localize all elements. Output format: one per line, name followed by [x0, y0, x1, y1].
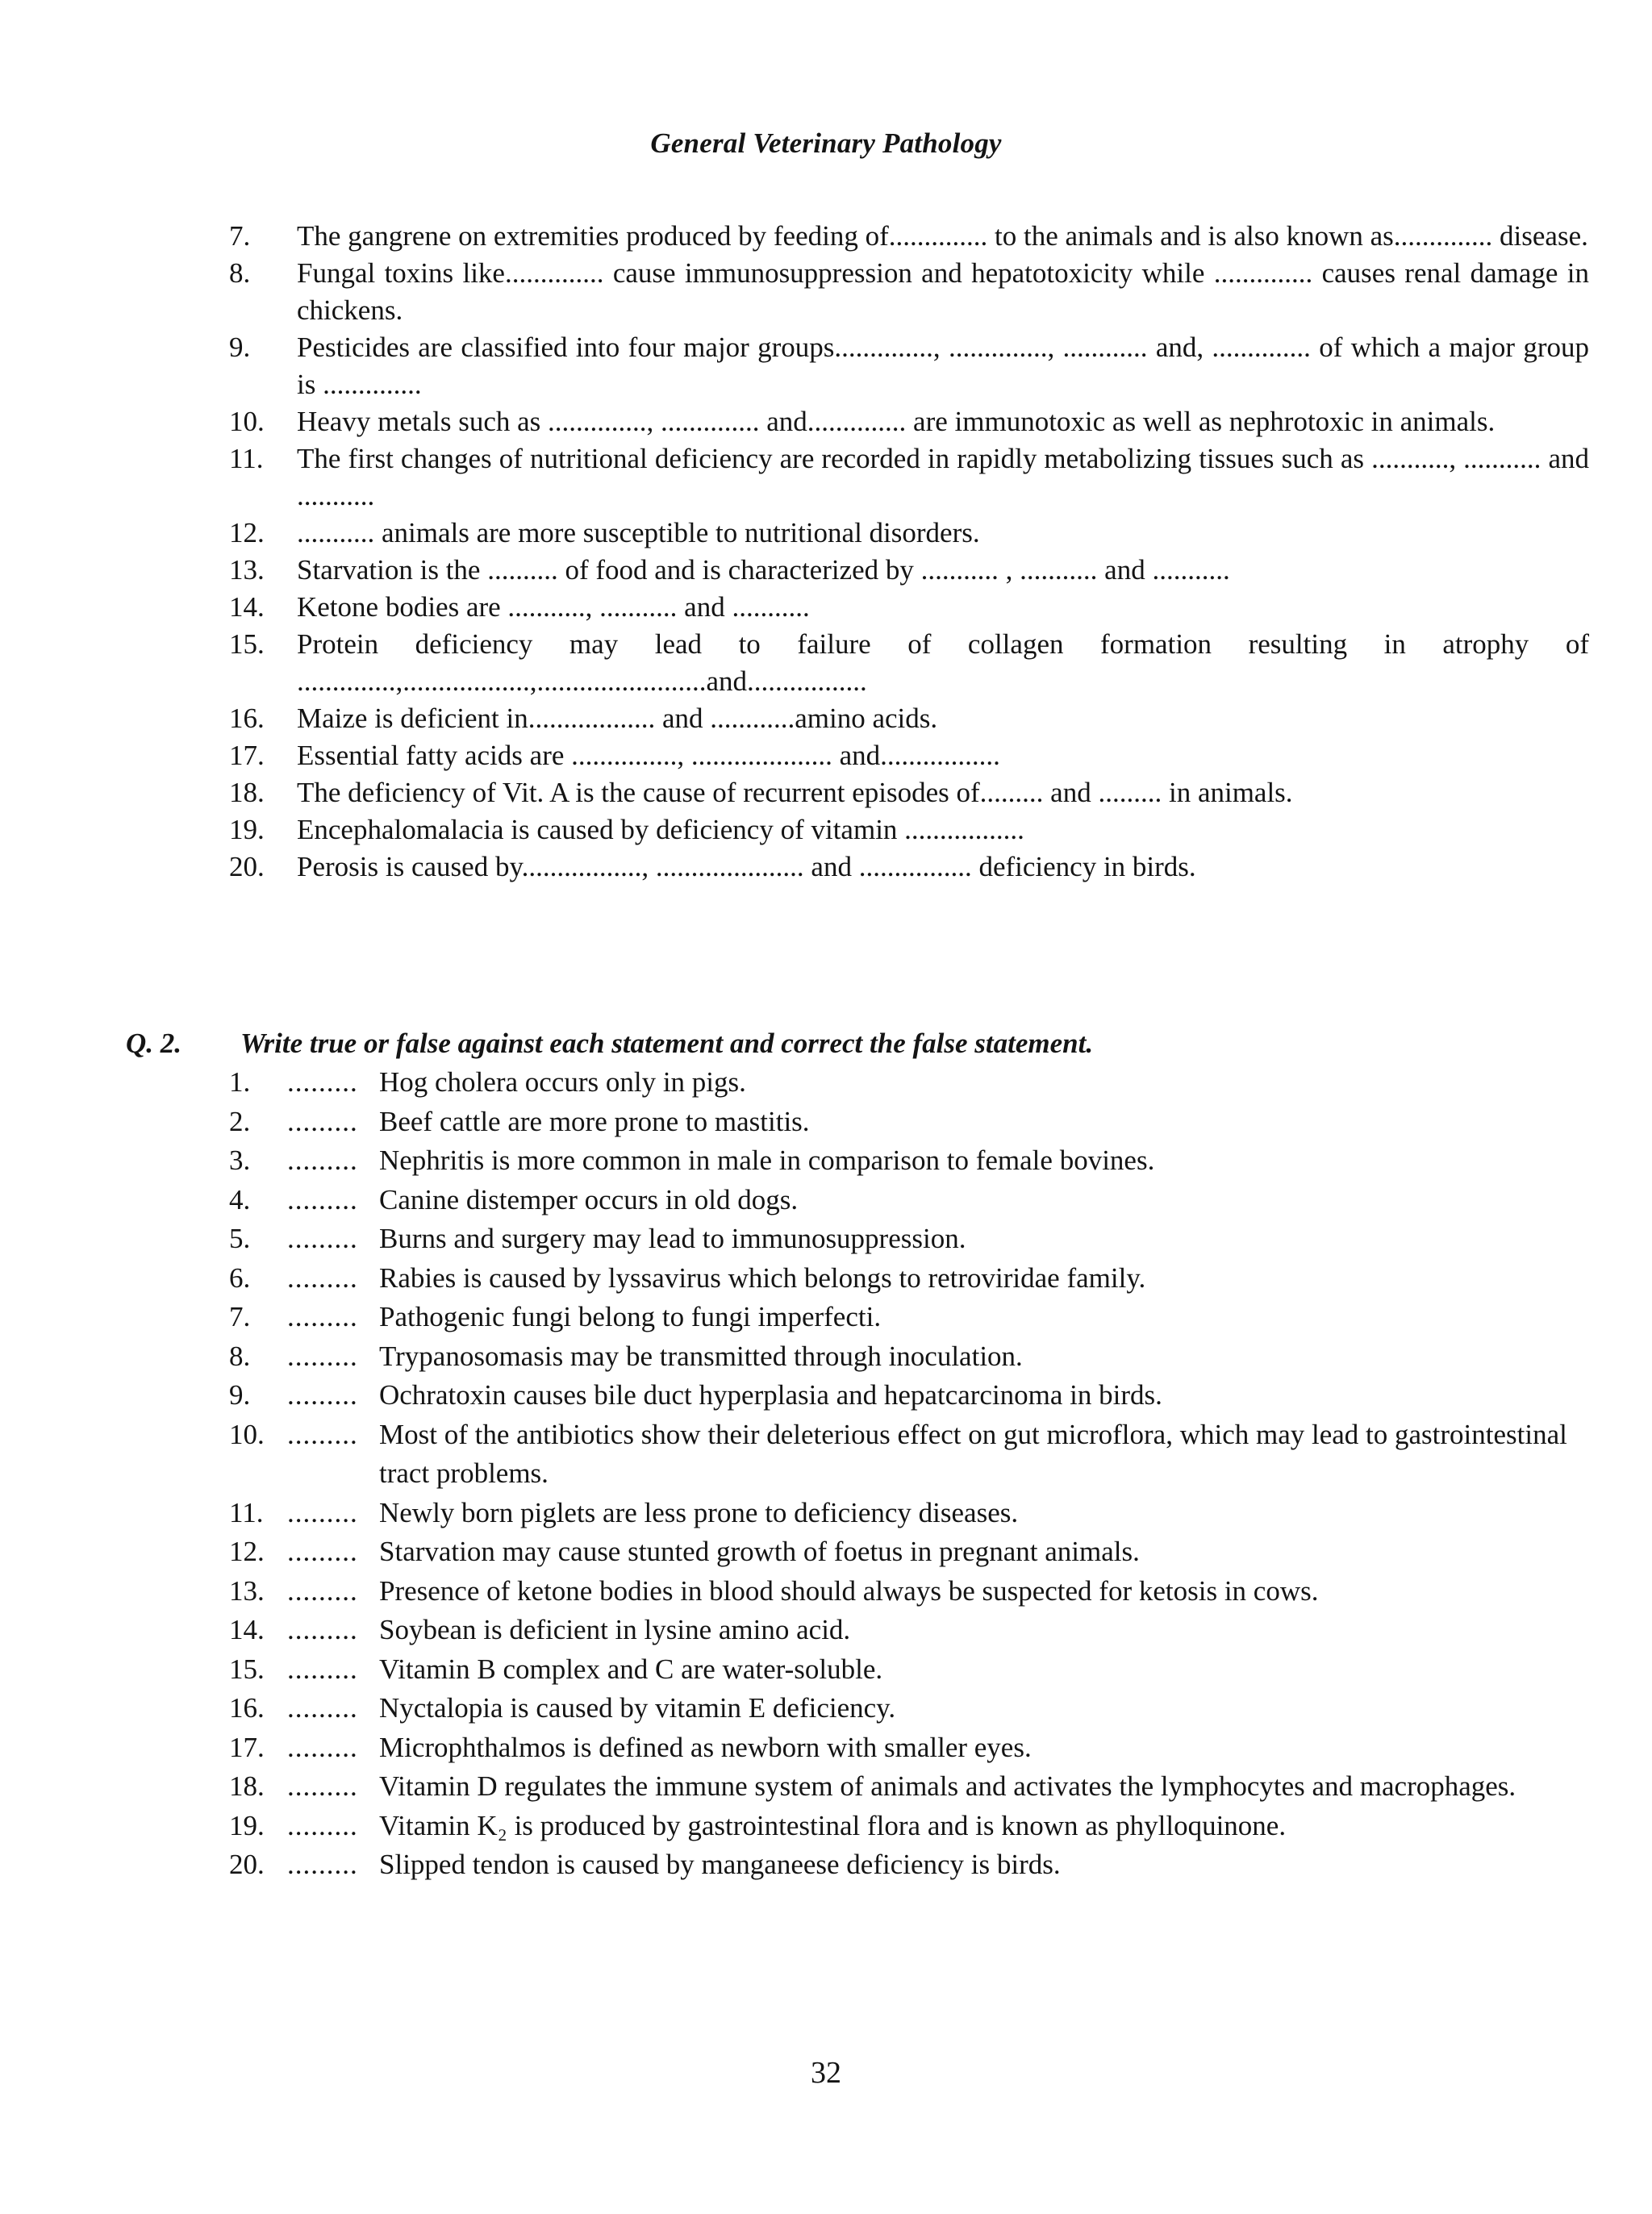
- list-item: [229, 1376, 1600, 1416]
- item-number: 16.: [229, 1692, 265, 1724]
- answer-blank: .........: [287, 1340, 358, 1372]
- item-text: Starvation is the .......... of food and is characterized by ........... , ........... and ...........: [297, 554, 1230, 586]
- list-item: [229, 1337, 1600, 1377]
- item-number: 8.: [229, 257, 251, 289]
- answer-blank: .........: [287, 1849, 358, 1880]
- list-item: [229, 1181, 1600, 1220]
- item-number: 1.: [229, 1066, 251, 1098]
- item-text: The first changes of nutritional deficiency are recorded in rapidly metabolizing tissues such as ..........., ........... and ...........: [297, 443, 1589, 511]
- item-number: 15.: [229, 1653, 265, 1685]
- list-item: [229, 1689, 1600, 1728]
- statement-text: Vitamin D regulates the immune system of animals and activates the lymphocytes and macrophages.: [379, 1770, 1516, 1802]
- item-number: 14.: [229, 1614, 265, 1645]
- answer-blank: .........: [287, 1809, 358, 1841]
- item-number: 6.: [229, 1261, 251, 1294]
- statement-text: Newly born piglets are less prone to deficiency diseases.: [379, 1496, 1019, 1528]
- item-number: 3.: [229, 1145, 251, 1176]
- list-item: [229, 403, 1589, 440]
- item-number: 9.: [229, 331, 251, 363]
- statement-text: Canine distemper occurs in old dogs.: [379, 1183, 799, 1215]
- item-text: Fungal toxins like.............. cause immunosuppression and hepatotoxicity while .............. causes renal damage in chickens.: [297, 257, 1589, 326]
- statement-text: Beef cattle are more prone to mastitis.: [379, 1105, 810, 1137]
- running-header: General Veterinary Pathology: [650, 127, 1002, 159]
- item-number: 17.: [229, 740, 265, 771]
- item-number: 20.: [229, 1849, 265, 1880]
- list-item: [229, 1416, 1600, 1494]
- list-item: [229, 700, 1589, 737]
- list-item: [229, 737, 1589, 774]
- q1-fill-in-list: [229, 218, 1589, 886]
- list-item: [229, 1298, 1600, 1337]
- list-item: [229, 1259, 1600, 1299]
- answer-blank: .........: [287, 1496, 358, 1528]
- statement-text: Nephritis is more common in male in comparison to female bovines.: [379, 1145, 1155, 1176]
- statement-text: Slipped tendon is caused by manganeese deficiency is birds.: [379, 1849, 1061, 1880]
- answer-blank: .........: [287, 1770, 358, 1802]
- q2-heading: [126, 1026, 1594, 1061]
- item-number: 7.: [229, 1301, 251, 1332]
- item-text: Protein deficiency may lead to failure of collagen formation resulting in atrophy of ..............,..................,........................and.................: [297, 628, 1589, 697]
- answer-blank: .........: [287, 1223, 358, 1254]
- item-number: 16.: [229, 703, 265, 734]
- answer-blank: .........: [287, 1105, 358, 1137]
- item-number: 10.: [229, 1418, 265, 1450]
- item-number: 13.: [229, 1574, 265, 1607]
- item-text: The gangrene on extremities produced by feeding of.............. to the animals and is also known as.............. disease.: [297, 220, 1588, 252]
- item-text: The deficiency of Vit. A is the cause of recurrent episodes of......... and ......... in animals.: [297, 777, 1293, 808]
- statement-text: Pathogenic fungi belong to fungi imperfecti.: [379, 1301, 882, 1332]
- list-item: [229, 1611, 1600, 1650]
- item-number: 4.: [229, 1183, 251, 1215]
- statement-text: Microphthalmos is defined as newborn with smaller eyes.: [379, 1731, 1032, 1763]
- statement-text: Starvation may cause stunted growth of foetus in pregnant animals.: [379, 1536, 1140, 1567]
- item-number: 12.: [229, 517, 265, 548]
- answer-blank: .........: [287, 1145, 358, 1176]
- list-item: [229, 1767, 1600, 1807]
- item-text: ........... animals are more susceptible to nutritional disorders.: [297, 517, 980, 548]
- statement-text: Vitamin K₂ is produced by gastrointestinal flora and is known as phylloquinone.: [379, 1809, 1287, 1841]
- answer-blank: .........: [287, 1614, 358, 1645]
- item-number: 11.: [229, 1496, 264, 1528]
- question-label: Q. 2.: [126, 1028, 182, 1059]
- item-number: 2.: [229, 1105, 251, 1137]
- statement-text: Burns and surgery may lead to immunosuppression.: [379, 1223, 966, 1254]
- list-item: [229, 552, 1589, 589]
- item-number: 17.: [229, 1731, 265, 1763]
- list-item: [229, 255, 1589, 329]
- statement-text: Rabies is caused by lyssavirus which belongs to retroviridae family.: [379, 1261, 1146, 1294]
- item-number: 8.: [229, 1340, 251, 1372]
- list-item: [229, 1220, 1600, 1259]
- q2-true-false-list: [229, 1063, 1600, 1885]
- statement-text: Ochratoxin causes bile duct hyperplasia and hepatcarcinoma in birds.: [379, 1379, 1162, 1411]
- list-item: [229, 848, 1589, 886]
- answer-blank: .........: [287, 1653, 358, 1685]
- item-number: 7.: [229, 220, 251, 252]
- question-instruction: Write true or false against each statement and correct the false statement.: [240, 1028, 1094, 1059]
- statement-text: Nyctalopia is caused by vitamin E deficiency.: [379, 1692, 896, 1724]
- answer-blank: .........: [287, 1261, 358, 1294]
- list-item: [229, 1728, 1600, 1768]
- list-item: [229, 1063, 1600, 1103]
- item-number: 20.: [229, 851, 265, 882]
- item-number: 19.: [229, 1809, 265, 1841]
- list-item: [229, 811, 1589, 848]
- item-text: Heavy metals such as .............., .............. and.............. are immunotoxic as well as nephrotoxic in animals.: [297, 406, 1496, 437]
- page-number: 32: [811, 2056, 841, 2090]
- answer-blank: .........: [287, 1536, 358, 1567]
- item-text: Encephalomalacia is caused by deficiency of vitamin .................: [297, 814, 1024, 845]
- statement-text: Vitamin B complex and C are water-soluble.: [379, 1653, 883, 1685]
- item-number: 10.: [229, 406, 265, 437]
- list-item: [229, 589, 1589, 626]
- answer-blank: .........: [287, 1379, 358, 1411]
- item-number: 18.: [229, 777, 265, 808]
- item-number: 15.: [229, 628, 265, 660]
- list-item: [229, 1532, 1600, 1572]
- answer-blank: .........: [287, 1731, 358, 1763]
- item-text: Maize is deficient in.................. and ............amino acids.: [297, 703, 938, 734]
- item-number: 18.: [229, 1770, 265, 1802]
- statement-text: Trypanosomasis may be transmitted through inoculation.: [379, 1340, 1023, 1372]
- statement-text: Presence of ketone bodies in blood should always be suspected for ketosis in cows.: [379, 1574, 1319, 1607]
- list-item: [229, 329, 1589, 403]
- item-number: 13.: [229, 554, 265, 586]
- item-text: Ketone bodies are ..........., ........... and ...........: [297, 591, 810, 623]
- item-number: 11.: [229, 443, 264, 474]
- list-item: [229, 1650, 1600, 1690]
- list-item: [229, 515, 1589, 552]
- statement-text: Most of the antibiotics show their deleterious effect on gut microflora, which may lead to gastrointestinal tract problems.: [379, 1418, 1567, 1489]
- list-item: [229, 774, 1589, 811]
- item-text: Perosis is caused by................., ..................... and ................ deficiency in birds.: [297, 851, 1196, 882]
- answer-blank: .........: [287, 1418, 358, 1450]
- statement-text: Soybean is deficient in lysine amino acid.: [379, 1614, 851, 1645]
- list-item: [229, 1845, 1600, 1885]
- item-number: 5.: [229, 1223, 251, 1254]
- item-number: 9.: [229, 1379, 251, 1411]
- list-item: [229, 218, 1589, 255]
- list-item: [229, 1141, 1600, 1181]
- list-item: [229, 1807, 1600, 1846]
- item-number: 12.: [229, 1536, 265, 1567]
- list-item: [229, 626, 1589, 700]
- item-text: Essential fatty acids are ..............., .................... and.................: [297, 740, 1000, 771]
- answer-blank: .........: [287, 1692, 358, 1724]
- item-text: Pesticides are classified into four major groups.............., .............., ............ and, .............. of which a major group is ..............: [297, 331, 1589, 400]
- list-item: [229, 1103, 1600, 1142]
- item-number: 14.: [229, 591, 265, 623]
- answer-blank: .........: [287, 1301, 358, 1332]
- list-item: [229, 1572, 1600, 1612]
- answer-blank: .........: [287, 1574, 358, 1607]
- list-item: [229, 1494, 1600, 1533]
- list-item: [229, 440, 1589, 515]
- answer-blank: .........: [287, 1066, 358, 1098]
- item-number: 19.: [229, 814, 265, 845]
- answer-blank: .........: [287, 1183, 358, 1215]
- statement-text: Hog cholera occurs only in pigs.: [379, 1066, 746, 1098]
